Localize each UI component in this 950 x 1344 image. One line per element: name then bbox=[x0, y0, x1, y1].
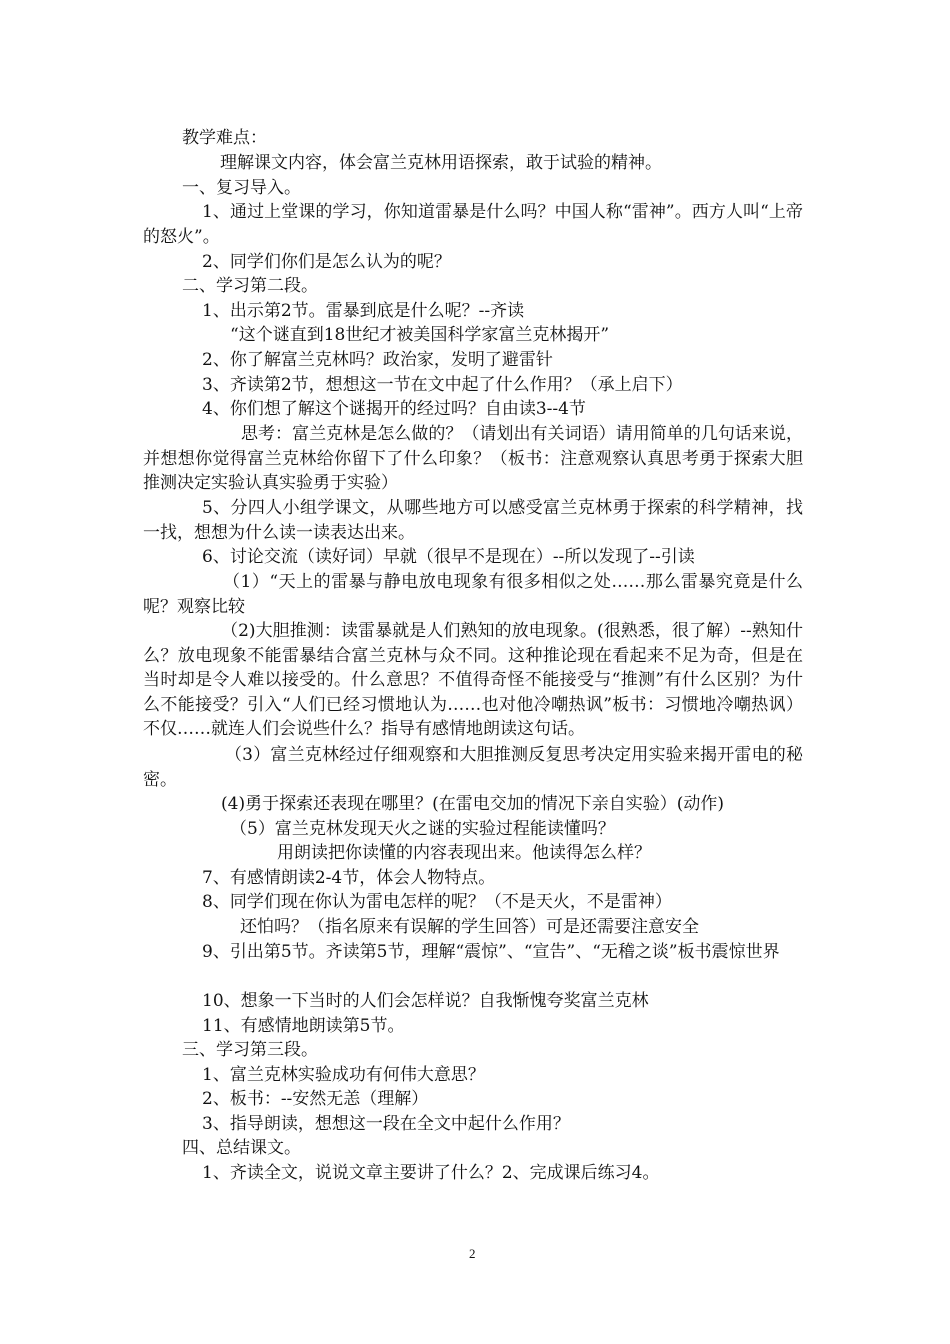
paragraph: 10、想象一下当时的人们会怎样说？自我惭愧夸奖富兰克林 bbox=[202, 991, 649, 1011]
paragraph: 1、齐读全文，说说文章主要讲了什么？2、完成课后练习4。 bbox=[202, 1163, 660, 1183]
paragraph: 3、指导朗读，想想这一段在全文中起什么作用？ bbox=[202, 1114, 570, 1134]
paragraph: 7、有感情朗读2-4节，体会人物特点。 bbox=[202, 868, 496, 888]
section-heading: 二、学习第二段。 bbox=[182, 276, 318, 296]
paragraph: 思考：富兰克林是怎么做的？（请划出有关词语）请用简单的几句话来说，并想想你觉得富兰克林给你留下了什么印象？（板书：注意观察认真思考勇于探索大胆推测决定实验认真实验勇于实验） bbox=[143, 424, 803, 494]
paragraph: 还怕吗？（指名原来有误解的学生回答）可是还需要注意安全 bbox=[240, 917, 699, 937]
paragraph: 5、分四人小组学课文，从哪些地方可以感受富兰克林勇于探索的科学精神，找一找，想想为什么读一读表达出来。 bbox=[143, 498, 803, 543]
paragraph: (4)勇于探索还表现在哪里？(在雷电交加的情况下亲自实验）(动作) bbox=[221, 794, 724, 814]
paragraph: 2、同学们你们是怎么认为的呢？ bbox=[202, 252, 451, 272]
paragraph: 8、同学们现在你认为雷电怎样的呢？（不是天火，不是雷神） bbox=[202, 892, 672, 912]
paragraph: 11、有感情地朗读第5节。 bbox=[202, 1016, 405, 1036]
paragraph: 3、齐读第2节，想想这一节在文中起了什么作用？（承上启下） bbox=[202, 375, 683, 395]
section-heading-difficulty: 教学难点： bbox=[182, 128, 267, 148]
paragraph: 2、板书：--安然无恙（理解） bbox=[202, 1089, 429, 1109]
paragraph: 4、你们想了解这个谜揭开的经过吗？自由读3--4节 bbox=[202, 399, 586, 419]
paragraph: 1、出示第2节。雷暴到底是什么呢？--齐读 bbox=[202, 301, 525, 321]
section-heading: 三、学习第三段。 bbox=[182, 1040, 318, 1060]
paragraph: （1）“天上的雷暴与静电放电现象有很多相似之处……那么雷暴究竟是什么呢？观察比较 bbox=[143, 572, 803, 617]
section-heading: 四、总结课文。 bbox=[182, 1138, 301, 1158]
page-number: 2 bbox=[469, 1246, 476, 1261]
quote-line: “这个谜直到18世纪才被美国科学家富兰克林揭开” bbox=[230, 325, 610, 345]
section-heading: 一、复习导入。 bbox=[182, 178, 301, 198]
paragraph: 6、讨论交流（读好词）早就（很早不是现在）--所以发现了--引读 bbox=[202, 547, 695, 567]
paragraph: 1、通过上堂课的学习，你知道雷暴是什么吗？中国人称“雷神”。西方人叫“上帝的怒火”。 bbox=[143, 202, 803, 247]
paragraph: 1、富兰克林实验成功有何伟大意思？ bbox=[202, 1065, 485, 1085]
paragraph: 9、引出第5节。齐读第5节，理解“震惊”、“宣告”、“无稽之谈”板书震惊世界 bbox=[202, 942, 780, 962]
paragraph: 用朗读把你读懂的内容表现出来。他读得怎么样？ bbox=[277, 843, 651, 863]
paragraph: 2、你了解富兰克林吗？政治家，发明了避雷针 bbox=[202, 350, 553, 370]
paragraph: （2)大胆推测：读雷暴就是人们熟知的放电现象。(很熟悉，很了解）--熟知什么？放电现象不能雷暴结合富兰克林与众不同。这种推论现在看起来不足为奇，但是在当时却是令人难以接受的。什么意思？不值得奇怪不能接受与“推测”有什么区别？为什么不能接受？引入“人们已经习惯地认为……也对他冷嘲热讽”板书：习惯地冷嘲热讽）不仅……就连人们会说些什么？指导有感情地朗读这句话。 bbox=[143, 621, 803, 740]
paragraph: （5）富兰克林发现天火之谜的实验过程能读懂吗？ bbox=[230, 819, 615, 839]
paragraph: 理解课文内容，体会富兰克林用语探索，敢于试验的精神。 bbox=[220, 153, 662, 173]
paragraph: （3）富兰克林经过仔细观察和大胆推测反复思考决定用实验来揭开雷电的秘密。 bbox=[143, 745, 803, 790]
